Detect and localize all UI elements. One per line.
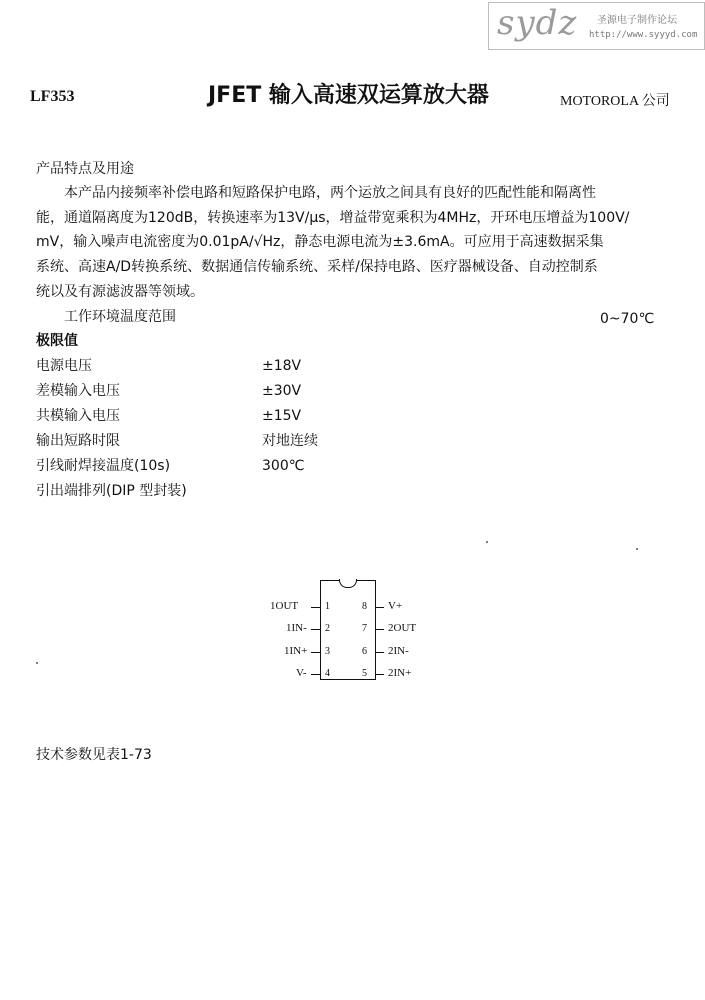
page-title: JFET 输入高速双运算放大器	[208, 83, 489, 108]
operating-temp-value: 0~70℃	[600, 311, 655, 327]
limit-value: ±18V	[262, 358, 302, 374]
limit-value: ±30V	[262, 383, 302, 399]
features-line: 能，通道隔离度为120dB，转换速率为13V/μs，增益带宽乘积为4MHz，开环电压增益为100V/	[36, 210, 630, 226]
features-line: 本产品内接频率补偿电路和短路保护电路，两个运放之间具有良好的匹配性能和隔离性	[64, 185, 596, 201]
limits-heading: 极限值	[36, 333, 78, 349]
pin-label: 1IN-	[286, 622, 307, 634]
pin-label: 1IN+	[284, 645, 308, 657]
manufacturer: MOTOROLA 公司	[560, 94, 670, 109]
pin-lead	[311, 652, 320, 653]
pin-number: 2	[325, 623, 330, 634]
features-line: mV，输入噪声电流密度为0.01pA/√Hz，静态电源电流为±3.6mA。可应用于高速数据采集	[36, 234, 604, 250]
scan-speck	[636, 548, 638, 550]
pin-number: 5	[362, 668, 367, 679]
pin-lead	[375, 652, 384, 653]
pin-label: V-	[296, 667, 307, 679]
part-number: LF353	[30, 88, 75, 105]
pin-lead	[311, 629, 320, 630]
pin-number: 1	[325, 601, 330, 612]
pin-number: 6	[362, 646, 367, 657]
limit-value: 300℃	[262, 458, 305, 474]
watermark-logo: sydz	[497, 3, 578, 43]
pin-number: 4	[325, 668, 330, 679]
pin-label: V+	[388, 600, 403, 612]
pin-label: 2IN-	[388, 645, 409, 657]
pin-number: 3	[325, 646, 330, 657]
limit-value: ±15V	[262, 408, 302, 424]
pin-lead	[311, 607, 320, 608]
operating-temp-label: 工作环境温度范围	[64, 309, 176, 325]
limit-label: 差模输入电压	[36, 383, 120, 399]
pin-label: 2IN+	[388, 667, 412, 679]
features-line: 统以及有源滤波器等领域。	[36, 284, 204, 300]
limit-label: 电源电压	[36, 358, 92, 374]
reference-note: 技术参数见表1-73	[36, 747, 152, 763]
features-heading: 产品特点及用途	[36, 161, 134, 177]
watermark-logo-box	[488, 2, 705, 50]
pin-label: 1OUT	[270, 600, 299, 612]
pin-lead	[375, 674, 384, 675]
pin-lead	[375, 629, 384, 630]
watermark-site-name: 圣源电子制作论坛	[597, 15, 677, 26]
limit-label: 输出短路时限	[36, 433, 120, 449]
pin-number: 8	[362, 601, 367, 612]
limit-value: 对地连续	[262, 433, 318, 449]
limit-label: 引线耐焊接温度(10s)	[36, 458, 171, 474]
pin-label: 2OUT	[388, 622, 417, 634]
limit-label: 共模输入电压	[36, 408, 120, 424]
watermark-url: http://www.syyyd.com	[589, 30, 698, 40]
features-line: 系统、高速A/D转换系统、数据通信传输系统、采样/保持电路、医疗器械设备、自动控制系	[36, 259, 598, 275]
pin-lead	[311, 674, 320, 675]
scan-speck	[36, 662, 38, 664]
scan-speck	[486, 541, 488, 543]
pin-lead	[375, 607, 384, 608]
pinout-heading: 引出端排列(DIP 型封装)	[36, 483, 187, 499]
pin-number: 7	[362, 623, 367, 634]
